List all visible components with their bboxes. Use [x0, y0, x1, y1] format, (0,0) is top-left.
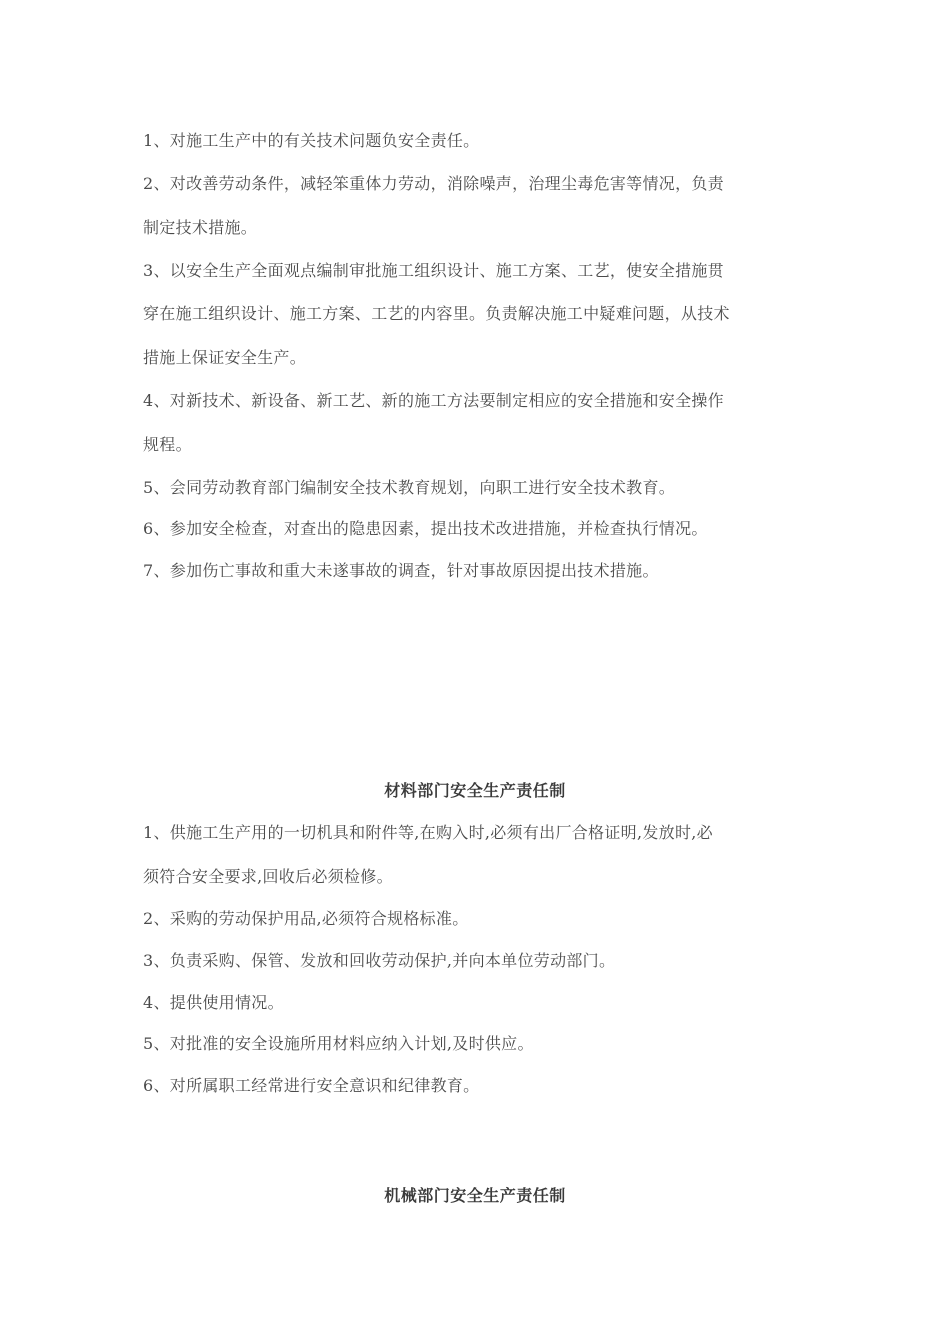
s1-line-3: 制定技术措施。	[143, 218, 258, 237]
section-title-materials: 材料部门安全生产责任制	[384, 781, 566, 800]
s1-line-8: 规程。	[143, 435, 192, 454]
s1-line-9: 5、会同劳动教育部门编制安全技术教育规划，向职工进行安全技术教育。	[143, 478, 676, 497]
s2-line-4: 3、负责采购、保管、发放和回收劳动保护,并向本单位劳动部门。	[143, 951, 616, 970]
s2-line-1: 1、供施工生产用的一切机具和附件等,在购入时,必须有出厂合格证明,发放时,必	[143, 823, 713, 842]
s1-line-11: 7、参加伤亡事故和重大未遂事故的调查，针对事故原因提出技术措施。	[143, 561, 659, 580]
s1-line-7: 4、对新技术、新设备、新工艺、新的施工方法要制定相应的安全措施和安全操作	[143, 391, 724, 410]
s1-line-10: 6、参加安全检查，对查出的隐患因素，提出技术改进措施，并检查执行情况。	[143, 519, 708, 538]
section-title-machinery: 机械部门安全生产责任制	[384, 1186, 566, 1205]
s2-line-5: 4、提供使用情况。	[143, 993, 284, 1012]
s2-line-6: 5、对批准的安全设施所用材料应纳入计划,及时供应。	[143, 1034, 534, 1053]
s2-line-2: 须符合安全要求,回收后必须检修。	[143, 867, 393, 886]
s2-line-7: 6、对所属职工经常进行安全意识和纪律教育。	[143, 1076, 480, 1095]
s1-line-4: 3、以安全生产全面观点编制审批施工组织设计、施工方案、工艺，使安全措施贯	[143, 261, 724, 280]
s1-line-2: 2、对改善劳动条件，减轻笨重体力劳动，消除噪声，治理尘毒危害等情况，负责	[143, 174, 724, 193]
s1-line-5: 穿在施工组织设计、施工方案、工艺的内容里。负责解决施工中疑难问题，从技术	[143, 304, 730, 323]
s1-line-1: 1、对施工生产中的有关技术问题负安全责任。	[143, 131, 480, 150]
s1-line-6: 措施上保证安全生产。	[143, 348, 307, 367]
s2-line-3: 2、采购的劳动保护用品,必须符合规格标准。	[143, 909, 469, 928]
